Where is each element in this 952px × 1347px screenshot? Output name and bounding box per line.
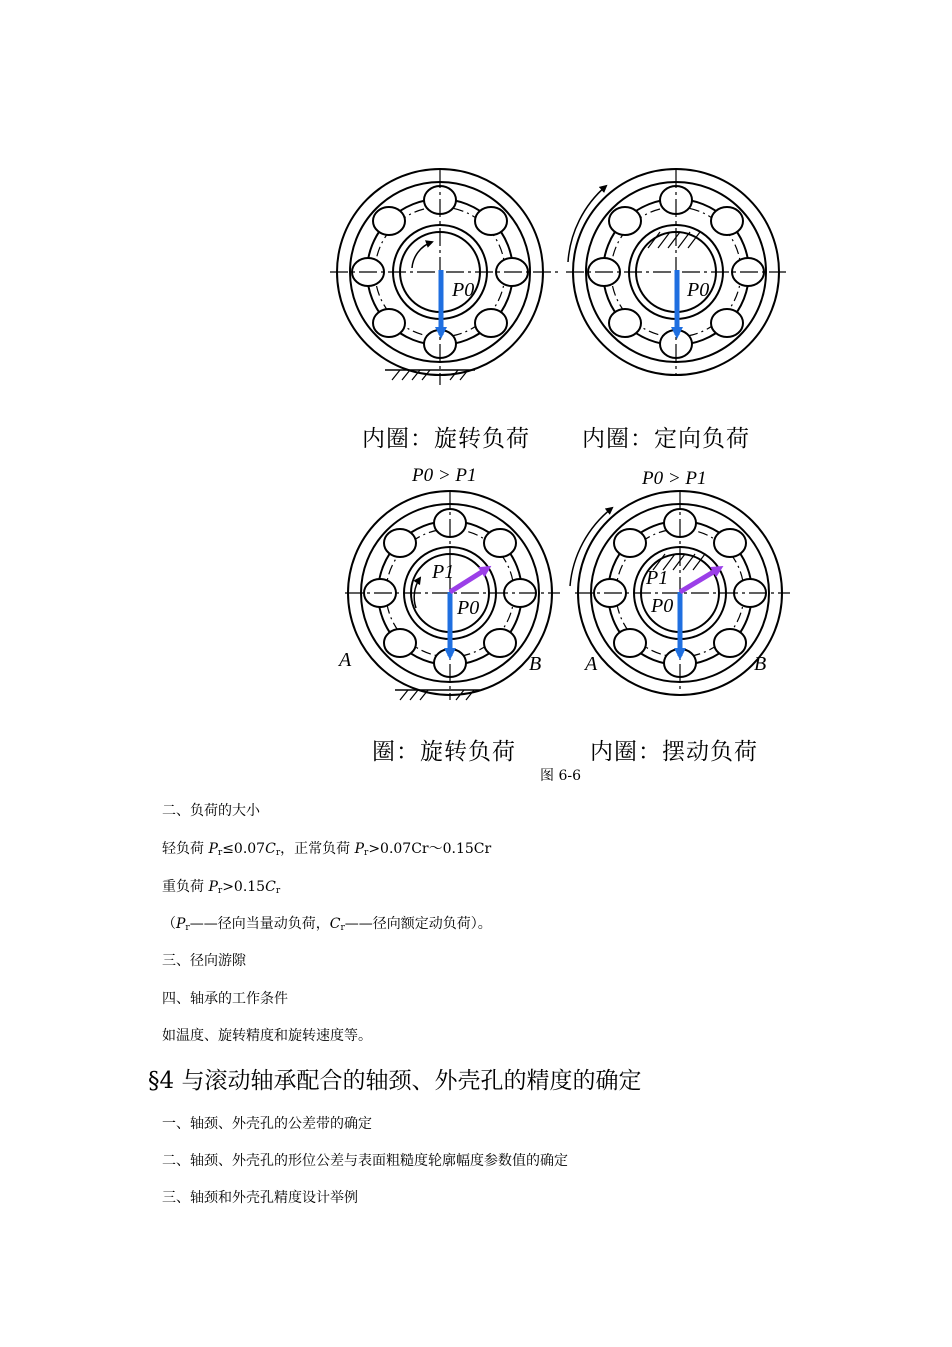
caption-top-right: 内圈：定向负荷 <box>582 426 750 452</box>
note-cr: ——径向额定动负荷）。 <box>344 916 492 932</box>
caption-top-left: 内圈：旋转负荷 <box>362 426 530 452</box>
light-load-cond: ≤0.07 <box>222 841 266 857</box>
symbol-note: （$P_r——$径向当量动负荷，$C_r——$径向额定动负荷）。 <box>162 916 492 933</box>
light-load-prefix: 轻负荷 <box>162 841 204 857</box>
heavy-load-line: 重负荷 $P_r>0.15C_r$ <box>162 879 281 896</box>
load-arrow-p1-bl <box>450 568 488 592</box>
load-arrow-p1-br <box>680 568 720 592</box>
normal-load-cond: >0.07Cr～0.15Cr <box>368 841 492 857</box>
point-label-b-br: B <box>754 653 767 675</box>
light-load-line: 轻负荷 $P_r\le 0.07C_r$，正常负荷 $P_r>0.07Cr\sim 0.15Cr$ <box>162 841 492 858</box>
point-label-a-bl: A <box>339 649 352 671</box>
point-label-a-br: A <box>585 653 598 675</box>
caption-bottom-left: 圈：旋转负荷 <box>372 739 516 765</box>
formula-left: P0 > P1 <box>412 465 477 486</box>
formula-right: P0 > P1 <box>642 468 707 489</box>
load-label-p0-bl: P0 <box>457 597 480 619</box>
subheading-tolerance-zone: 一、轴颈、外壳孔的公差带的确定 <box>162 1116 372 1132</box>
subheading-form-position: 二、轴颈、外壳孔的形位公差与表面粗糙度轮廓幅度参数值的确定 <box>162 1153 568 1169</box>
heading-load-size: 二、负荷的大小 <box>162 803 260 819</box>
figure-label: 图 6-6 <box>540 768 581 784</box>
load-label-p1-bl: P1 <box>432 561 455 583</box>
heavy-load-cond: >0.15 <box>222 879 266 895</box>
heading-radial-clearance: 三、径向游隙 <box>162 953 246 969</box>
heavy-load-prefix: 重负荷 <box>162 879 204 895</box>
load-label-p0: P0 <box>452 279 475 301</box>
bearing-top-left <box>330 169 560 385</box>
working-conditions-text: 如温度、旋转精度和旋转速度等。 <box>162 1028 372 1044</box>
normal-load-sep: ，正常负荷 <box>280 841 351 857</box>
load-label-p1-br: P1 <box>646 567 669 589</box>
note-pr: ——径向当量动负荷， <box>189 916 330 932</box>
caption-bottom-right: 内圈：摆动负荷 <box>590 739 758 765</box>
point-label-b-bl: B <box>529 653 542 675</box>
heading-working-conditions: 四、轴承的工作条件 <box>162 991 288 1007</box>
load-label-p0-right: P0 <box>687 279 710 301</box>
load-label-p0-br: P0 <box>651 595 674 617</box>
subheading-design-example: 三、轴颈和外壳孔精度设计举例 <box>162 1190 358 1206</box>
section-title: §4 与滚动轴承配合的轴颈、外壳孔的精度的确定 <box>148 1068 642 1094</box>
